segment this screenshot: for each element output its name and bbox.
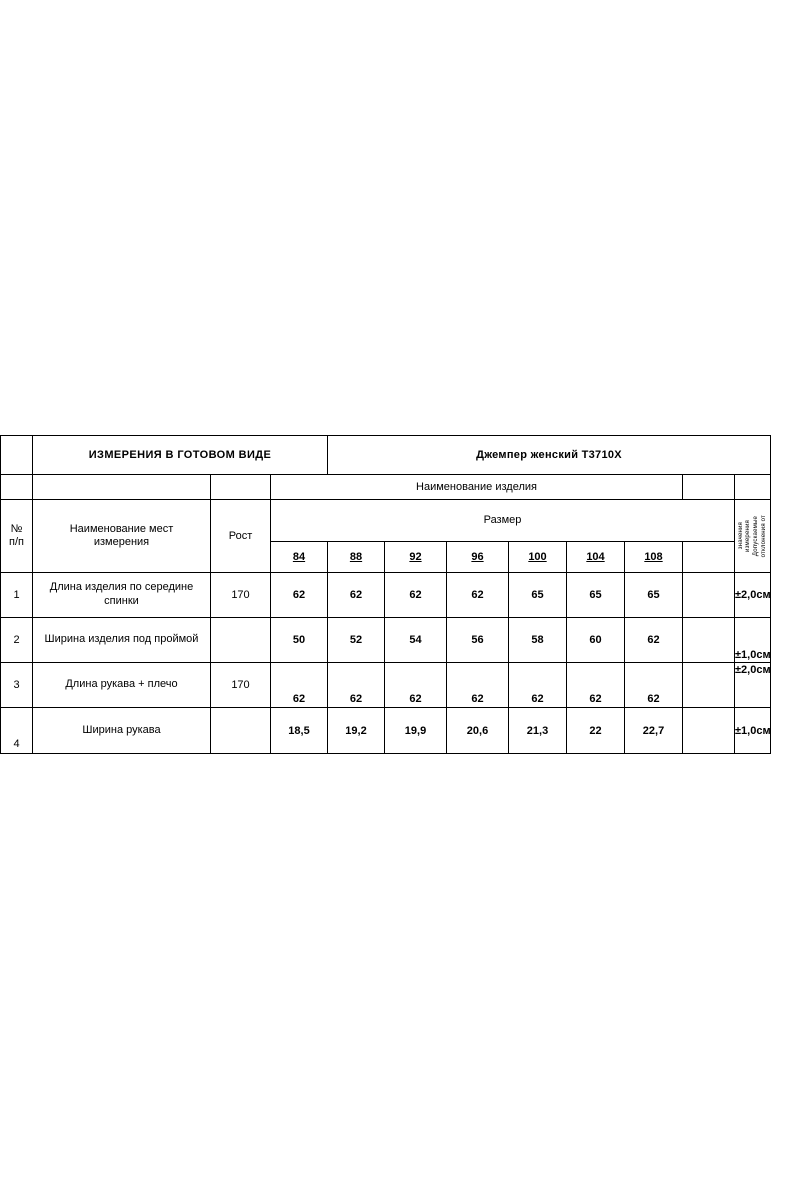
table-row xyxy=(1,708,771,754)
header-tolerance-line1: значения xyxy=(737,522,744,550)
row-value-104: 22 xyxy=(567,708,625,754)
header-number-line1: № xyxy=(10,523,23,536)
row-number: 2 xyxy=(1,618,33,663)
row-height: 170 xyxy=(211,663,271,708)
title-spacer-cell xyxy=(1,436,33,475)
header-tolerance-line2: измерения xyxy=(745,520,752,552)
header-measurement-place-line1: Наименование мест xyxy=(69,522,174,535)
row-extra xyxy=(683,708,735,754)
row-value-104: 60 xyxy=(567,618,625,663)
row-value-108: 22,7 xyxy=(625,708,683,754)
row-measurement-name: Ширина изделия под проймой xyxy=(33,618,211,663)
row-value-100: 65 xyxy=(509,573,567,618)
row-extra xyxy=(683,618,735,663)
row-value-96: 20,6 xyxy=(447,708,509,754)
caption-row xyxy=(1,475,771,500)
header-height: Рост xyxy=(211,500,271,573)
row-measurement-name: Длина рукава + плечо xyxy=(33,663,211,708)
row-value-92: 62 xyxy=(385,573,447,618)
row-value-84: 18,5 xyxy=(271,708,328,754)
caption-cell-3 xyxy=(211,475,271,500)
size-column-96: 96 xyxy=(447,541,509,572)
row-height xyxy=(211,618,271,663)
table-row xyxy=(1,618,771,663)
row-extra xyxy=(683,663,735,708)
size-column-100: 100 xyxy=(509,541,567,572)
row-value-84: 50 xyxy=(271,618,328,663)
row-value-84: 62 xyxy=(271,573,328,618)
table-row xyxy=(1,573,771,618)
header-row-top xyxy=(1,500,771,542)
header-tolerance xyxy=(735,500,771,573)
row-tolerance: ±2,0см xyxy=(735,573,771,618)
row-value-92: 54 xyxy=(385,618,447,663)
header-left-label: ИЗМЕРЕНИЯ В ГОТОВОМ ВИДЕ xyxy=(33,436,328,475)
row-measurement-name: Длина изделия по середине спинки xyxy=(33,573,211,618)
row-value-100: 58 xyxy=(509,618,567,663)
size-column-108: 108 xyxy=(625,541,683,572)
row-value-92: 19,9 xyxy=(385,708,447,754)
caption-cell-2 xyxy=(33,475,211,500)
row-number: 4 xyxy=(1,708,33,754)
row-height xyxy=(211,708,271,754)
size-column-88: 88 xyxy=(328,541,385,572)
row-value-92: 62 xyxy=(385,663,447,708)
row-number: 1 xyxy=(1,573,33,618)
header-number-line2: п/п xyxy=(9,536,24,548)
row-extra xyxy=(683,573,735,618)
row-value-84: 62 xyxy=(271,663,328,708)
row-value-88: 19,2 xyxy=(328,708,385,754)
row-value-88: 62 xyxy=(328,663,385,708)
row-tolerance: ±1,0см xyxy=(735,708,771,754)
row-value-104: 65 xyxy=(567,573,625,618)
row-value-104: 62 xyxy=(567,663,625,708)
header-tolerance-line4: отклонения от xyxy=(760,514,767,558)
row-measurement-name: Ширина рукава xyxy=(33,708,211,754)
row-value-100: 21,3 xyxy=(509,708,567,754)
header-tolerance-line3: Допускаемые xyxy=(753,515,759,557)
caption-cell-1 xyxy=(1,475,33,500)
measurement-sheet xyxy=(0,435,800,754)
table-row xyxy=(1,663,771,708)
row-value-88: 62 xyxy=(328,573,385,618)
row-value-96: 62 xyxy=(447,573,509,618)
title-row xyxy=(1,436,771,475)
caption-cell-4 xyxy=(683,475,735,500)
row-value-96: 56 xyxy=(447,618,509,663)
size-column-84: 84 xyxy=(271,541,328,572)
row-value-108: 62 xyxy=(625,663,683,708)
header-number xyxy=(1,500,33,573)
header-size-group: Размер xyxy=(271,500,735,542)
measurements-table xyxy=(0,435,771,754)
size-column-92: 92 xyxy=(385,541,447,572)
row-number: 3 xyxy=(1,663,33,708)
header-measurement-place xyxy=(33,500,211,573)
caption-cell-5 xyxy=(735,475,771,500)
row-value-100: 62 xyxy=(509,663,567,708)
row-value-108: 62 xyxy=(625,618,683,663)
row-value-108: 65 xyxy=(625,573,683,618)
row-height: 170 xyxy=(211,573,271,618)
row-tolerance: ±2,0см xyxy=(735,663,771,708)
product-title: Джемпер женский Т3710Х xyxy=(328,436,771,475)
header-measurement-place-line2: измерения xyxy=(93,536,150,548)
row-value-96: 62 xyxy=(447,663,509,708)
product-name-caption: Наименование изделия xyxy=(271,475,683,500)
size-column-empty xyxy=(683,541,735,572)
row-value-88: 52 xyxy=(328,618,385,663)
row-tolerance: ±1,0см xyxy=(735,618,771,663)
size-column-104: 104 xyxy=(567,541,625,572)
